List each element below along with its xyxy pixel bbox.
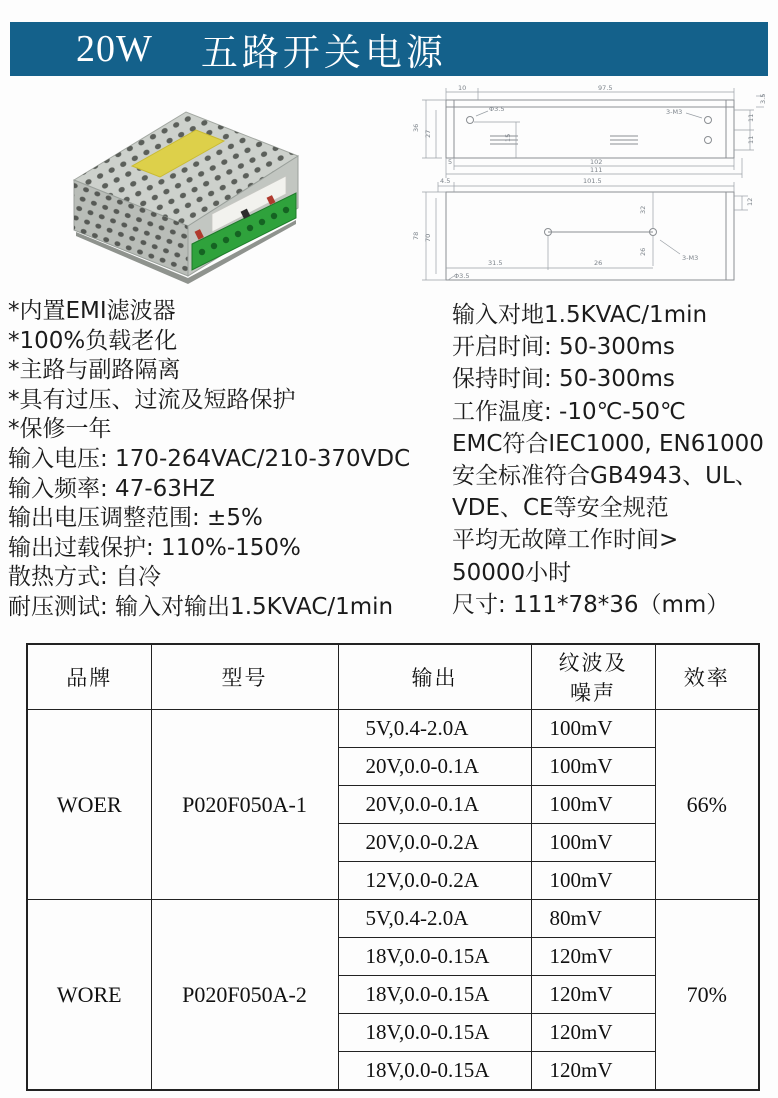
efficiency-cell: 66%: [655, 710, 759, 900]
ripple-cell: 100mV: [531, 824, 655, 862]
output-cell: 18V,0.0-0.15A: [338, 1052, 531, 1091]
table-row: [27, 900, 759, 938]
feature-list: [8, 297, 456, 623]
feature-line: *具有过压、过流及短路保护: [8, 386, 296, 413]
svg-text:78: 78: [412, 231, 420, 240]
ripple-cell: 120mV: [531, 976, 655, 1014]
ripple-cell: 120mV: [531, 1014, 655, 1052]
svg-text:Φ3.5: Φ3.5: [489, 105, 505, 113]
spec-line: 安全标准符合GB4943、UL、: [452, 463, 758, 490]
output-cell: 5V,0.4-2.0A: [338, 710, 531, 748]
ripple-cell: 120mV: [531, 938, 655, 976]
svg-text:111: 111: [590, 166, 603, 174]
svg-text:4.5: 4.5: [440, 177, 451, 185]
output-cell: 18V,0.0-0.15A: [338, 976, 531, 1014]
ripple-cell: 120mV: [531, 1052, 655, 1091]
feature-line: *100%负载老化: [8, 327, 178, 354]
output-cell: 18V,0.0-0.15A: [338, 1014, 531, 1052]
spec-line: 平均无故障工作时间>: [452, 527, 679, 554]
output-cell: 20V,0.0-0.1A: [338, 786, 531, 824]
svg-text:36: 36: [412, 123, 420, 132]
col-header-ripple: [531, 644, 655, 710]
dimension-drawing: [398, 80, 773, 292]
model-cell: P020F050A-2: [151, 900, 338, 1091]
feature-line: 耐压测试: 输入对输出1.5KVAC/1min: [8, 593, 394, 620]
svg-text:97.5: 97.5: [598, 84, 613, 92]
feature-line: *主路与副路隔离: [8, 357, 181, 384]
svg-text:12: 12: [746, 197, 754, 206]
ripple-cell: 100mV: [531, 786, 655, 824]
svg-text:10: 10: [458, 84, 467, 92]
spec-line: 50000小时: [452, 559, 572, 586]
title-banner: [10, 22, 768, 76]
svg-text:11: 11: [747, 135, 755, 144]
page-title: 五路开关电源: [200, 33, 447, 74]
spec-line: VDE、CE等安全规范: [452, 495, 669, 522]
svg-text:32: 32: [639, 205, 647, 214]
feature-line: *内置EMI滤波器: [8, 298, 176, 324]
svg-text:3-M3: 3-M3: [666, 108, 683, 116]
brand-cell: WOER: [27, 710, 151, 900]
svg-text:101.5: 101.5: [583, 177, 602, 185]
product-photo: [46, 92, 316, 292]
svg-text:Φ3.5: Φ3.5: [454, 272, 470, 280]
feature-line: 输出过载保护: 110%-150%: [8, 534, 301, 561]
table-header-row: [27, 644, 759, 710]
spec-line: 开启时间: 50-300ms: [452, 334, 675, 361]
svg-text:27: 27: [424, 129, 432, 138]
spec-table: [26, 643, 760, 1091]
table-row: [27, 710, 759, 748]
efficiency-cell: 70%: [655, 900, 759, 1091]
ripple-header-line1: 纹波及: [558, 651, 628, 675]
svg-text:11: 11: [747, 113, 755, 122]
spec-line: 尺寸: 111*78*36（mm）: [452, 591, 730, 618]
feature-line: 输出电压调整范围: ±5%: [8, 505, 263, 532]
svg-text:15: 15: [504, 133, 512, 142]
model-cell: P020F050A-1: [151, 710, 338, 900]
output-cell: 20V,0.0-0.2A: [338, 824, 531, 862]
spec-line: 工作温度: -10℃-50℃: [452, 398, 686, 425]
power-supply-photo-icon: [46, 92, 316, 292]
feature-line: 输入电压: 170-264VAC/210-370VDC: [8, 445, 411, 472]
svg-text:70: 70: [424, 233, 432, 242]
svg-text:3.5: 3.5: [759, 93, 767, 104]
col-header-efficiency: 效率: [655, 644, 759, 710]
spec-line: 输入对地1.5KVAC/1min: [452, 302, 708, 328]
svg-text:102: 102: [590, 158, 603, 166]
output-cell: 12V,0.0-0.2A: [338, 862, 531, 900]
spec-list: [452, 299, 776, 621]
feature-line: *保修一年: [8, 416, 112, 443]
spec-line: EMC符合IEC1000, EN61000: [452, 430, 764, 457]
svg-text:26: 26: [594, 259, 603, 267]
svg-text:31.5: 31.5: [488, 259, 503, 267]
ripple-cell: 100mV: [531, 748, 655, 786]
svg-text:3-M3: 3-M3: [682, 254, 699, 262]
brand-cell: WORE: [27, 900, 151, 1091]
ripple-header-line2: 噪声: [570, 681, 616, 705]
svg-text:5: 5: [448, 158, 453, 166]
col-header-model: 型号: [151, 644, 338, 710]
dimension-drawing-icon: [398, 80, 773, 292]
feature-line: 输入频率: 47-63HZ: [8, 475, 215, 502]
ripple-cell: 100mV: [531, 710, 655, 748]
ripple-cell: 80mV: [531, 900, 655, 938]
col-header-output: 输出: [338, 644, 531, 710]
col-header-brand: 品牌: [27, 644, 151, 710]
output-cell: 20V,0.0-0.1A: [338, 748, 531, 786]
feature-line: 散热方式: 自冷: [8, 564, 162, 591]
output-cell: 5V,0.4-2.0A: [338, 900, 531, 938]
ripple-cell: 100mV: [531, 862, 655, 900]
wattage-label: 20W: [76, 28, 153, 70]
spec-line: 保持时间: 50-300ms: [452, 366, 675, 393]
output-cell: 18V,0.0-0.15A: [338, 938, 531, 976]
svg-text:26: 26: [639, 247, 647, 256]
